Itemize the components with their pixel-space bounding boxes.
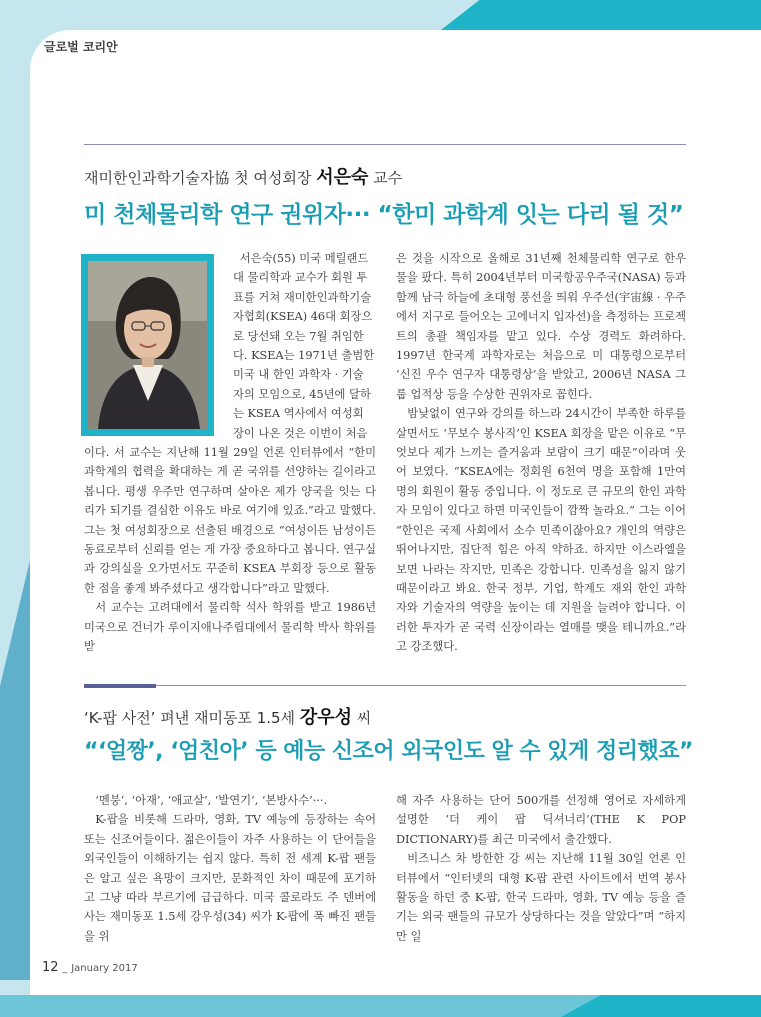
article2-right-paragraph-1: 해 자주 사용하는 단어 500개를 선정해 영어로 자세하게 설명한 ‘더 케이 팝 딕셔너리’(THE K POP DICTIONARY)를 최근 미국에서 출간했다.	[396, 794, 686, 846]
article1-left-wrap-text	[233, 249, 376, 443]
article1-wrap-line: 장이 나온 것은 이번이 처음	[233, 426, 368, 440]
page-footer	[42, 960, 138, 975]
article1-kicker-suffix: 교수	[373, 169, 403, 187]
article1-wrap-line: 자협회(KSEA) 46대 회장으	[233, 310, 373, 324]
footer-issue-date: January 2017	[71, 963, 138, 974]
article1-left-paragraph-2: 서 교수는 고려대에서 물리학 석사 학위를 받고 1986년 미국으로 건너가 루이지애나주립대에서 물리학 박사 학위를 받	[84, 601, 376, 654]
article1-wrap-line: 대 물리학과 교수가 회원 투	[233, 271, 368, 285]
article1-right-column	[396, 249, 686, 657]
article1-right-paragraph-1: 은 것을 시작으로 올해로 31년째 천체물리학 연구로 한우물을 팠다. 특히 2004년부터 미국항공우주국(NASA) 등과 함께 남극 하늘에 초대형 풍선을 띄워 우주선(宇宙線 · 우주에서 지구로 들어오는 고에너지 입자선)을 측정하는 프로젝트의 총괄 책임자를 맡고 있다. 수상 경력도 화려하다. 1997년 한국계 과학자로는 처음으로 미 대통령으로부터 ‘신진 우수 연구자 대통령상’을 받았고, 2006년 NASA 그룹 업적상 등을 수상한 권위자로 꼽힌다.	[396, 252, 686, 401]
article1-kicker-name: 서은숙	[316, 167, 369, 188]
article2-kicker-prefix: ‘K-팝 사전’ 펴낸 재미동포 1.5세	[84, 709, 296, 727]
article1-right-paragraph-2: 밤낮없이 연구와 강의를 하느라 24시간이 부족한 하루를 살면서도 ‘무보수 봉사직’인 KSEA 회장을 맡은 이유로 “무엇보다 제가 느끼는 즐거움과 보람이 크기 때문”이라며 웃어 보였다. “KSEA에는 정회원 6천여 명을 포함해 1만여 명의 회원이 활동 중입니다. 이 정도로 큰 규모의 한인 과학자 모임이 있다고 하면 미국인들이 깜짝 놀라요.” 그는 이어 “한인은 국제 사회에서 소수 민족이잖아요? 개인의 역량은 뛰어나지만, 집단적 힘은 아직 약하죠. 하지만 이스라엘을 보면 나라는 작지만, 민족은 강합니다. 민족성을 잃지 않기 때문이라고 봐요. 한국 정부, 기업, 학계도 재외 한인 과학자와 기술자의 역량을 높이는 데 지원을 늘려야 합니다. 이러한 투자가 곧 국력 신장이라는 열매를 맺을 테니까요.”라고 강조했다.	[396, 407, 686, 654]
article2-left-column	[84, 791, 376, 946]
article2-right-column	[396, 791, 686, 946]
article1-wrap-line: 서은숙(55) 미국 메릴랜드	[239, 252, 369, 265]
section-tab-label: 글로벌 코리안	[44, 40, 118, 54]
article2-left-paragraph-2: K-팝을 비롯해 드라마, 영화, TV 예능에 등장하는 속어 또는 신조어들이다. 젊은이들이 자주 사용하는 이 단어들을 외국인들이 이해하기는 쉽지 않다. 특히 전 세계 K-팝 팬들은 알고 싶은 욕망이 크지만, 문화적인 차이 때문에 포기하고 그냥 따라 부르기에 급급하다. 미국 콜로라도 주 덴버에 사는 재미동포 1.5세 강우성(34) 씨가 K-팝에 푹 빠진 팬들을 위	[84, 813, 376, 943]
article2-headline: “‘얼짱’, ‘엄친아’ 등 예능 신조어 외국인도 알 수 있게 정리했죠”	[84, 739, 693, 764]
article1-wrap-line: 자의 모임으로, 45년에 달하	[233, 387, 371, 401]
article1-left-paragraph-1: 이다. 서 교수는 지난해 11월 29일 언론 인터뷰에서 “한미 과학계의 협력을 확대하는 게 곧 국위를 선양하는 길이라고 봅니다. 평생 우주만 연구하며 살아온 제가 양국을 잇는 다리가 되기를 결심한 이유도 바로 여기에 있죠.”라고 말했다. 그는 첫 여성회장으로 선출된 배경으로 “여성이든 남성이든 동료로부터 신뢰를 얻는 게 가장 중요하다고 봅니다. 연구실과 강의실을 오가면서도 꾸준히 KSEA 부회장 등으로 활동한 점을 좋게 봐주셨다고 생각합니다”라고 말했다.	[84, 446, 376, 595]
article1-wrap-line: 로 당선돼 오는 7월 취임한	[233, 329, 364, 343]
article1-kicker	[84, 163, 402, 189]
article1-headline: 미 천체물리학 연구 권위자··· “한미 과학계 잇는 다리 될 것”	[84, 202, 684, 228]
article1-wrap-line: 는 KSEA 역사에서 여성회	[233, 407, 364, 421]
article1-wrap-line: 미국 내 한인 과학자 · 기술	[233, 368, 364, 382]
article2-kicker-name: 강우성	[299, 707, 352, 728]
portrait-photo-icon	[88, 261, 207, 429]
article1-top-rule	[84, 144, 686, 145]
article1-wrap-line: 다. KSEA는 1971년 출범한	[233, 349, 375, 363]
footer-separator: _	[62, 963, 68, 974]
decorative-stripe-top	[441, 0, 761, 30]
article1-kicker-prefix: 재미한인과학기술자協 첫 여성회장	[84, 169, 312, 187]
article2-kicker	[84, 703, 371, 729]
article1-left-column	[84, 443, 376, 656]
article2-top-rule	[156, 685, 686, 686]
article2-accent-bar	[84, 684, 156, 688]
article1-photo-frame	[81, 254, 214, 436]
page-number: 12	[42, 960, 59, 975]
article2-kicker-suffix: 씨	[356, 709, 372, 727]
article2-right-paragraph-2: 비즈니스 차 방한한 강 씨는 지난해 11월 30일 언론 인터뷰에서 “인터넷의 대형 K-팝 관련 사이트에서 번역 봉사활동을 하던 중 K-팝, 한국 드라마, 영화, TV 예능 등을 즐기는 외국 팬들의 규모가 상당하다는 것을 알았다”며 “하지만 일	[396, 852, 686, 943]
article2-left-paragraph-1: ‘멘붕’, ‘아재’, ‘애교살’, ‘발연기’, ‘본방사수’···.	[95, 794, 328, 807]
article1-wrap-line: 표를 거쳐 재미한인과학기술	[233, 290, 372, 304]
